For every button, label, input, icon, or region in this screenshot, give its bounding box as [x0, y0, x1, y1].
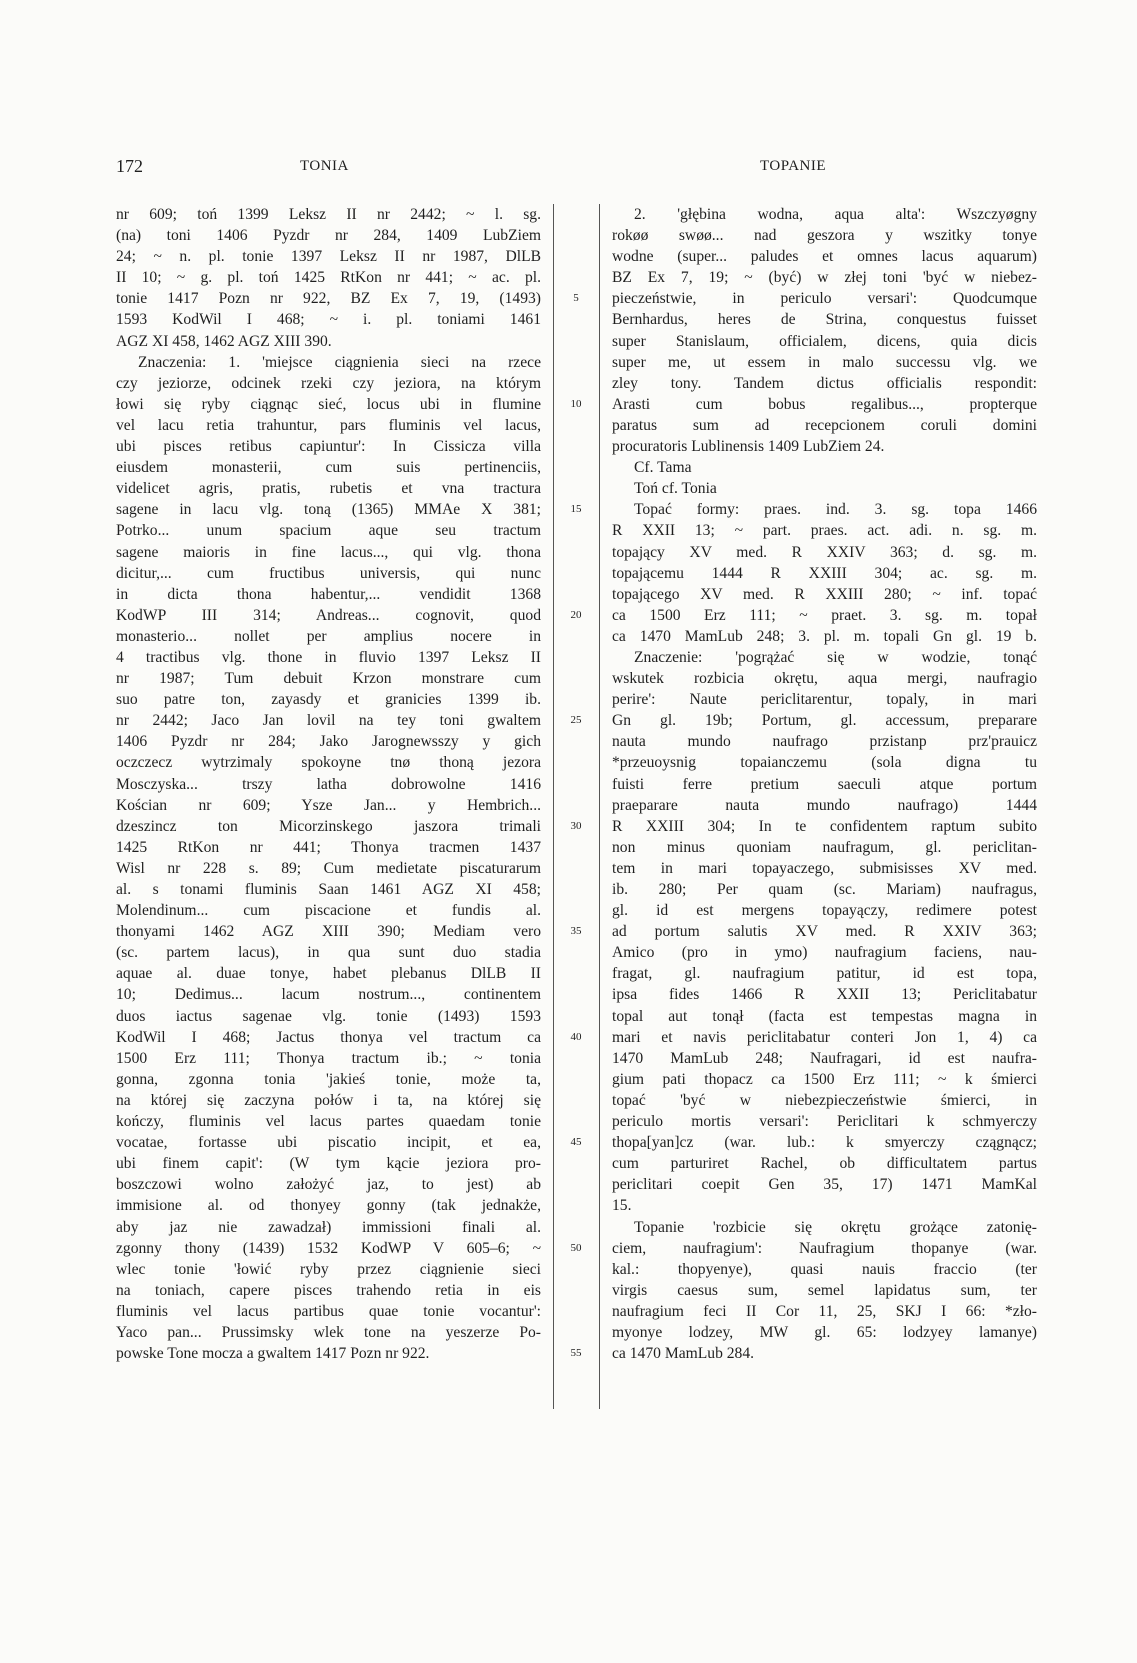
text-line: virgis caesus sum, semel lapidatus sum, ter — [612, 1281, 1037, 1299]
text-line: aby jaz nie zawadzał) immissioni finali al. — [116, 1218, 541, 1236]
text-line: praeparare nauta mundo naufrago) 1444 — [612, 796, 1037, 814]
line-number: 20 — [570, 608, 582, 621]
line-number: 10 — [570, 397, 582, 410]
line-number: 35 — [570, 925, 582, 938]
text-line: immisione al. od thonyey gonny (tak jednakże, — [116, 1197, 541, 1215]
line-number: 55 — [570, 1347, 582, 1360]
text-line: R XXIII 304; In te confidentem raptum subito — [612, 817, 1037, 835]
text-line: Cf. Tama — [634, 459, 692, 477]
text-line: topającemu 1444 R XXIII 304; ac. sg. m. — [612, 564, 1037, 582]
line-number: 15 — [570, 503, 582, 516]
text-line: topającego XV med. R XXIII 280; ~ inf. topać — [612, 585, 1037, 603]
text-line: 2. 'głębina wodna, aqua alta': Wszczyøgny — [634, 206, 1037, 223]
line-number: 50 — [570, 1241, 582, 1254]
line-number: 30 — [570, 819, 582, 832]
text-line: Yaco pan... Prussimsky wlek tone na yeszerze Po- — [116, 1323, 541, 1341]
text-line: Bernhardus, heres de Strina, conquestus fuisset — [612, 311, 1037, 329]
text-line: kończy, fluminis vel lacus partes quaedam tonie — [116, 1113, 541, 1131]
text-line: fluminis vel lacus partibus quae tonie vocantur': — [116, 1302, 541, 1320]
running-header-left: TONIA — [300, 158, 349, 174]
line-number: 45 — [570, 1136, 582, 1149]
text-line: ciem, naufragium': Naufragium thopanye (war. — [612, 1239, 1037, 1257]
text-line: tem in mari topayaczego, submisisses XV med. — [612, 859, 1037, 877]
text-line: na której się zaczyna połów i ta, na której się — [116, 1091, 541, 1109]
text-line: thopa[yan]cz (war. lub.: k smyerczy czągnącz; — [612, 1134, 1037, 1152]
text-line: łowi się ryby ciągnąc sieć, locus ubi in flumine — [116, 395, 541, 413]
text-line: Amico (pro in ymo) naufragium faciens, nau- — [612, 944, 1037, 962]
text-line: powske Tone mocza a gwaltem 1417 Pozn nr 922. — [116, 1345, 430, 1363]
text-line: czy jeziorze, odcinek rzeki czy jeziora, na którym — [116, 374, 541, 392]
right-text-column — [612, 204, 1037, 1364]
text-line: 24; ~ n. pl. tonie 1397 Leksz II nr 1987, DlLB — [116, 248, 541, 266]
text-line: perire': Naute periclitarentur, topaly, in mari — [612, 691, 1037, 709]
text-line: Topanie 'rozbicie się okrętu grożące zatonię- — [634, 1218, 1037, 1236]
text-line: eiusdem monasterii, cum suis pertinenciis, — [116, 459, 541, 477]
text-line: topal aut tonął (facta est tempestas magna in — [612, 1007, 1037, 1025]
text-line: 1470 MamLub 248; Naufragari, id est naufra- — [612, 1049, 1037, 1067]
text-line: naufragium feci II Cor 11, 25, SKJ I 66: *zło- — [612, 1302, 1037, 1320]
text-line: ca 1470 MamLub 248; 3. pl. m. topali Gn gl. 19 b. — [612, 627, 1037, 645]
text-line: nauta mundo naufrago przistanp prz'prauicz — [612, 733, 1037, 751]
text-line: gl. id est mergens topayączy, redimere potest — [612, 902, 1037, 920]
text-line: kal.: thopyenye), quasi nauis fraccio (ter — [612, 1260, 1037, 1278]
page-number: 172 — [116, 156, 143, 176]
text-line: 1593 KodWil I 468; ~ i. pl. toniami 1461 — [116, 311, 541, 329]
text-line: Kościan nr 609; Ysze Jan... y Hembrich... — [116, 796, 541, 814]
text-line: Topać formy: praes. ind. 3. sg. topa 1466 — [634, 501, 1037, 519]
text-line: zley tony. Tandem dictus officialis respondit: — [612, 374, 1037, 392]
text-line: sagene maioris in fine lacus..., qui vlg. thona — [116, 543, 541, 561]
text-line: Potrko... unum spacium aque seu tractum — [116, 522, 541, 540]
text-line: zgonny thony (1439) 1532 KodWP V 605–6; ~ — [116, 1239, 541, 1257]
text-line: Wisl nr 228 s. 89; Cum medietate piscaturarum — [116, 859, 541, 877]
text-line: ubi finem capit': (W tym kącie jeziora pro- — [116, 1155, 541, 1173]
column-divider-left — [553, 204, 554, 1409]
text-line: KodWil I 468; Jactus thonya vel tractum ca — [116, 1028, 541, 1046]
text-line: R XXII 13; ~ part. praes. act. adi. n. sg. m. — [612, 522, 1037, 540]
text-line: videlicet agris, pratis, rubetis et vna tractura — [116, 480, 541, 498]
text-line: wlec tonie 'łowić ryby przez ciągnienie sieci — [116, 1260, 541, 1278]
text-line: cum parturiret Rachel, ob difficultatem partus — [612, 1155, 1037, 1173]
text-line: ib. 280; Per quam (sc. Mariam) naufragus, — [612, 881, 1037, 898]
text-line: vel lacu retia trahuntur, pars fluminis vel lacus, — [116, 416, 541, 434]
text-line: fragat, gl. naufragium patitur, id est topa, — [612, 965, 1037, 983]
text-line: vocatae, fortasse ubi piscatio incipit, et ea, — [116, 1134, 541, 1152]
text-line: pieczeństwie, in periculo versari': Quodcumque — [612, 290, 1037, 308]
text-line: topać 'być w niebezpieczeństwie śmierci, in — [612, 1091, 1037, 1109]
text-line: duos iactus sagenae vlg. tonie (1493) 1593 — [116, 1007, 541, 1025]
text-line: 15. — [612, 1197, 632, 1215]
text-line: periculo mortis versari': Periclitari k schmyerczy — [612, 1113, 1037, 1131]
text-line: nr 609; toń 1399 Leksz II nr 2442; ~ l. sg. — [116, 206, 541, 223]
text-line: in dicta thona habentur,... vendidit 1368 — [116, 585, 541, 603]
text-line: tonie 1417 Pozn nr 922, BZ Ex 7, 19, (1493) — [116, 290, 541, 308]
text-line: nr 1987; Tum debuit Krzon monstrare cum — [116, 670, 541, 688]
left-text-column — [116, 204, 541, 1364]
text-line: 10; Dedimus... lacum nostrum..., continentem — [116, 986, 541, 1004]
text-line: nr 2442; Jaco Jan lovil na tey toni gwaltem — [116, 712, 541, 730]
text-line: Znaczenia: 1. 'miejsce ciągnienia sieci na rzece — [138, 353, 541, 371]
text-line: al. s tonami fluminis Saan 1461 AGZ XI 458; — [116, 881, 541, 898]
text-line: gonna, zgonna tonia 'jakieś tonie, może ta, — [116, 1070, 541, 1088]
text-line: gium pati thopacz ca 1500 Erz 111; ~ k śmierci — [612, 1070, 1037, 1088]
text-line: Mosczyska... trszy latha dobrowolne 1416 — [116, 775, 541, 793]
text-line: non minus quoniam naufragum, gl. periclitan- — [612, 838, 1037, 856]
text-line: suo patre ton, zayasdy et granicies 1399 ib. — [116, 691, 541, 709]
text-line: Molendinum... cum piscacione et fundis al. — [116, 902, 541, 920]
running-header-right: TOPANIE — [760, 158, 827, 174]
text-line: BZ Ex 7, 19; ~ (być) w złej toni 'być w niebez- — [612, 269, 1037, 287]
text-line: periclitari coepit Gen 35, 17) 1471 MamKal — [612, 1176, 1037, 1194]
text-line: II 10; ~ g. pl. toń 1425 RtKon nr 441; ~ ac. pl. — [116, 269, 541, 287]
line-number-gutter — [556, 204, 596, 1409]
text-line: super Stanislaum, officialem, dicens, quia dicis — [612, 332, 1037, 350]
text-line: Gn gl. 19b; Portum, gl. accessum, preparare — [612, 712, 1037, 730]
text-line: thonyami 1462 AGZ XIII 390; Mediam vero — [116, 923, 541, 941]
text-line: (na) toni 1406 Pyzdr nr 284, 1409 LubZiem — [116, 227, 541, 245]
text-line: procuratoris Lublinensis 1409 LubZiem 24. — [612, 438, 885, 456]
line-number: 5 — [573, 292, 579, 305]
text-line: 1406 Pyzdr nr 284; Jako Jarognewsszy y gich — [116, 733, 541, 751]
line-number: 40 — [570, 1030, 582, 1043]
text-line: monasterio... nollet per amplius nocere in — [116, 627, 541, 645]
text-line: dzeszincz ton Micorzinskego jaszora trimali — [116, 817, 541, 835]
text-line: rokøø swøø... nad geszora y wszitky tonye — [612, 227, 1037, 245]
text-line: Toń cf. Tonia — [634, 480, 717, 498]
text-line: 1500 Erz 111; Thonya tractum ib.; ~ tonia — [116, 1049, 541, 1067]
text-line: fuisti ferre pretium saeculi atque portum — [612, 775, 1037, 793]
text-line: ubi pisces retibus capiuntur': In Cissicza villa — [116, 438, 541, 456]
column-divider-right — [599, 204, 600, 1409]
text-line: myonye lodzey, MW gl. 65: lodzyey lamanye) — [612, 1323, 1037, 1341]
text-line: 4 tractibus vlg. thone in fluvio 1397 Leksz II — [116, 648, 541, 666]
line-number: 25 — [570, 714, 582, 727]
text-line: wskutek rozbicia okrętu, aqua mergi, naufragio — [612, 670, 1037, 688]
text-line: KodWP III 314; Andreas... cognovit, quod — [116, 606, 541, 624]
text-line: boszczowi wolno założyć jaz, to jest) ab — [116, 1176, 541, 1194]
text-line: ipsa fides 1466 R XXII 13; Periclitabatur — [612, 986, 1037, 1004]
text-line: ca 1470 MamLub 284. — [612, 1345, 755, 1363]
text-line: oczczecz wytrzimaly spokoyne tnø thoną jezora — [116, 754, 541, 772]
text-line: *przeuoysnig topaianczemu (sola digna tu — [612, 754, 1037, 772]
text-line: paratus sum ad recepcionem coruli domini — [612, 416, 1037, 434]
text-line: ca 1500 Erz 111; ~ praet. 3. sg. m. topał — [612, 606, 1037, 624]
text-line: dicitur,... cum fructibus universis, qui nunc — [116, 564, 541, 582]
text-line: mari et navis periclitabatur conteri Jon 1, 4) ca — [612, 1028, 1037, 1046]
text-line: wodne (super... paludes et omnes lacus aquarum) — [612, 248, 1037, 266]
text-line: AGZ XI 458, 1462 AGZ XIII 390. — [116, 332, 332, 350]
text-line: (sc. partem lacus), in qua sunt duo stadia — [116, 944, 541, 962]
text-line: sagene in lacu vlg. toną (1365) MMAe X 381; — [116, 501, 541, 519]
text-line: aquae al. duae tonye, habet plebanus DlLB II — [116, 965, 541, 983]
text-line: ad portum salutis XV med. R XXIV 363; — [612, 923, 1037, 941]
text-line: topający XV med. R XXIV 363; d. sg. m. — [612, 543, 1037, 561]
text-line: Znaczenie: 'pogrążać się w wodzie, tonąć — [634, 648, 1037, 666]
text-line: na toniach, capere pisces trahendo retia in eis — [116, 1281, 541, 1299]
text-line: 1425 RtKon nr 441; Thonya tracmen 1437 — [116, 838, 541, 856]
text-line: super me, ut essem in malo successu vlg. we — [612, 353, 1037, 371]
text-line: Arasti cum bobus regalibus..., propterque — [612, 395, 1037, 413]
